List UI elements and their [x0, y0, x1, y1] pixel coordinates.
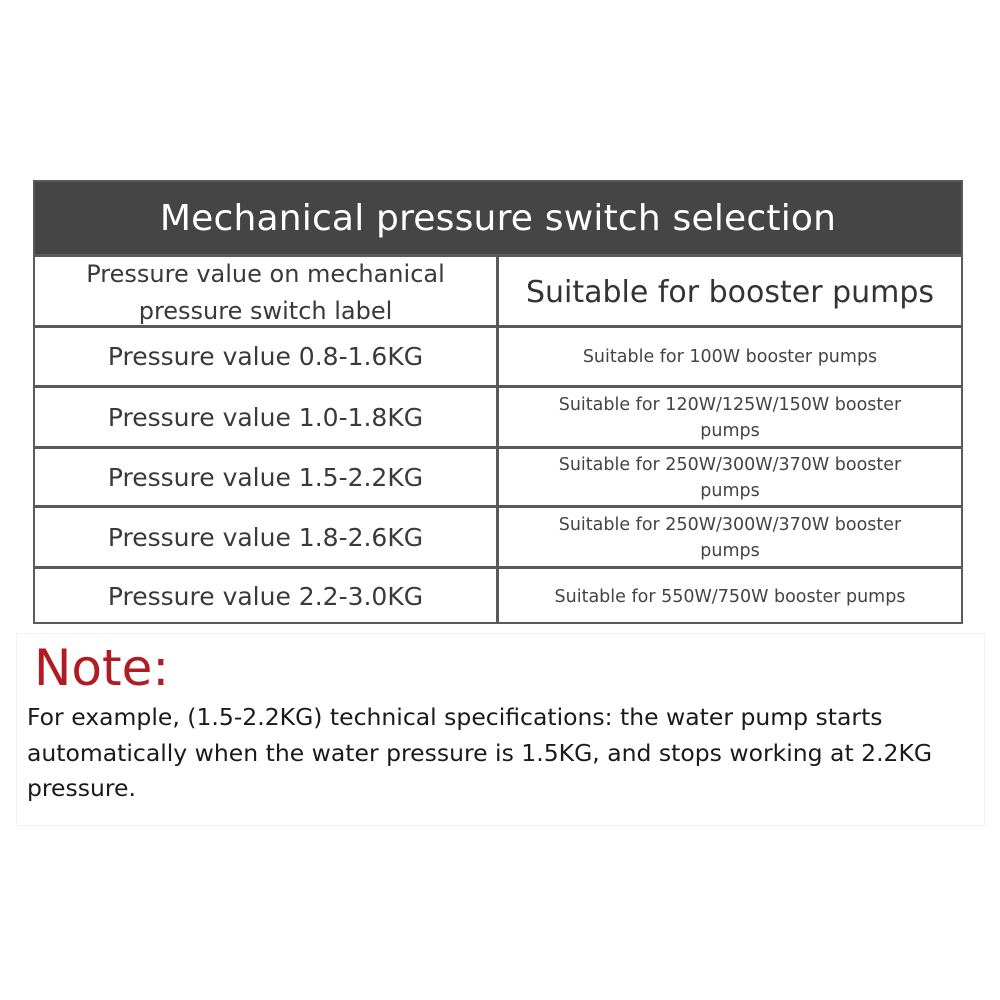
table-row [35, 446, 961, 507]
pressure-cell: Pressure value 1.0-1.8KG [35, 388, 499, 447]
pumps-cell: Suitable for 100W booster pumps [582, 347, 878, 367]
pressure-cell: Pressure value 2.2-3.0KG [35, 569, 499, 624]
column-header-pressure: Pressure value on mechanical pressure switch label [35, 257, 499, 328]
table-title: Mechanical pressure switch selection [35, 182, 961, 254]
table-row [35, 385, 961, 447]
pumps-cell: Suitable for 250W/300W/370W booster pumps [558, 455, 902, 501]
pumps-cell: Suitable for 250W/300W/370W booster pumps [558, 515, 902, 561]
pumps-cell: Suitable for 550W/750W booster pumps [554, 586, 906, 607]
note-body: For example, (1.5-2.2KG) technical specifications: the water pump starts automatically when the water pressure is 1.5KG, and stops working at 2.2KG pressure. [27, 703, 933, 802]
pumps-cell: Suitable for 120W/125W/150W booster pumps [558, 394, 902, 441]
pressure-cell: Pressure value 1.8-2.6KG [35, 508, 499, 568]
note-title: Note: [34, 639, 170, 697]
table-row [35, 325, 961, 386]
table-row [35, 566, 961, 624]
pressure-cell: Pressure value 1.5-2.2KG [35, 449, 499, 507]
pressure-cell: Pressure value 0.8-1.6KG [35, 328, 499, 386]
pressure-switch-selection-table [33, 180, 963, 624]
column-header-pumps: Suitable for booster pumps [525, 274, 935, 310]
table-header-row [35, 254, 961, 328]
table-row [35, 505, 961, 568]
